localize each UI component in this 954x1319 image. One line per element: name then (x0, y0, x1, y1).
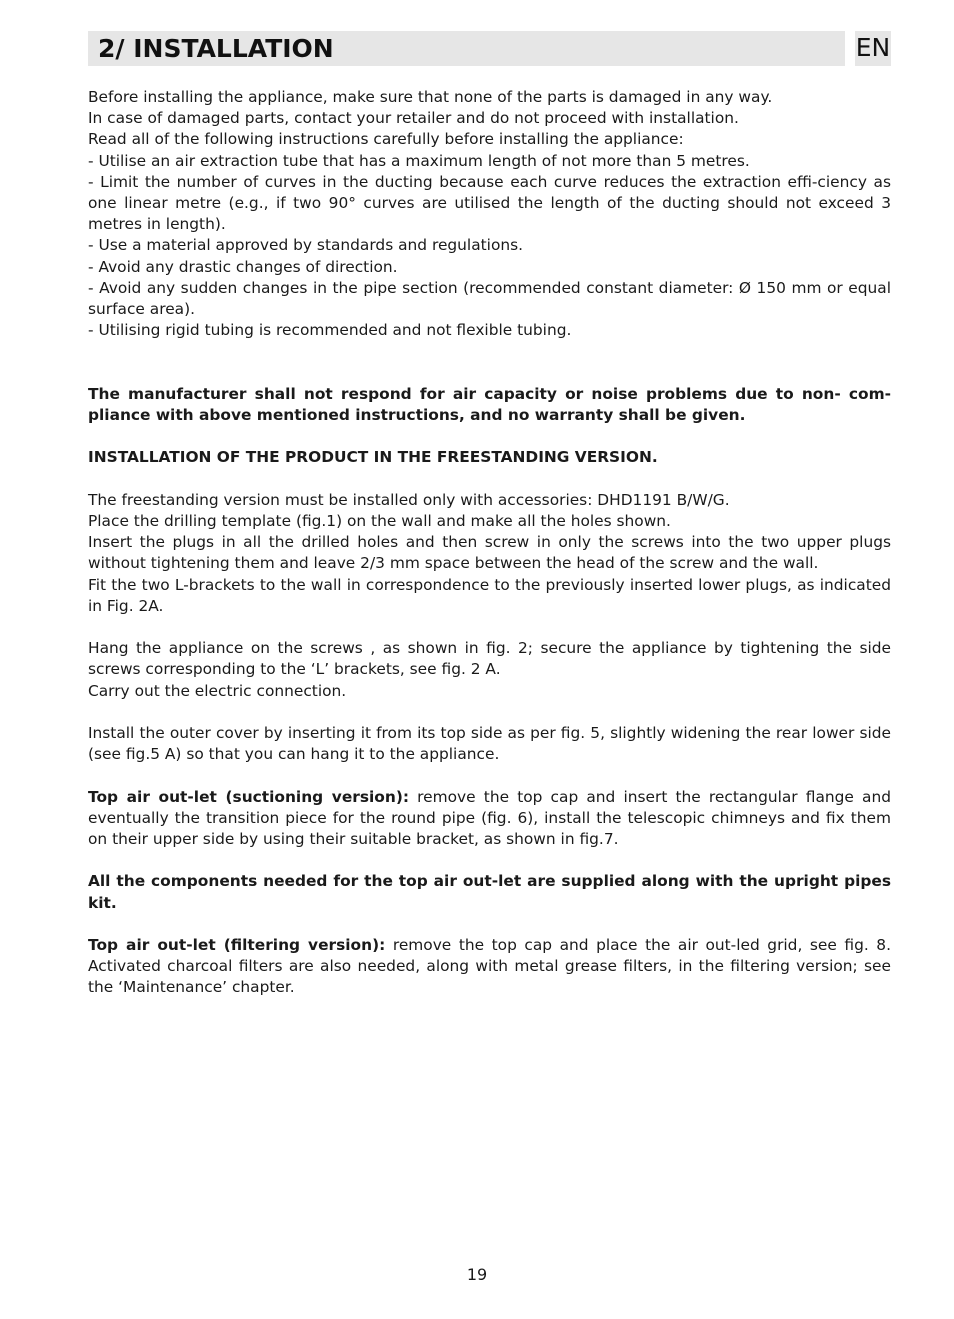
top-filtering-label: Top air out-let (filtering version): (88, 936, 386, 954)
page-title: 2/ INSTALLATION (98, 34, 334, 63)
language-code: EN (855, 33, 891, 62)
instruction-bullet: - Avoid any drastic changes of direction. (88, 257, 398, 276)
instruction-bullet: - Limit the number of curves in the ducting because each curve reduces the extraction effi-ciency as one linear metre (e.g., if two 90° curves are utilised the length of the ducting should not exceed 3 metres in length). (88, 172, 891, 234)
language-badge (855, 31, 891, 66)
intro-line: Read all of the following instructions carefully before installing the appliance: (88, 130, 684, 149)
instruction-bullet: - Utilising rigid tubing is recommended and not flexible tubing. (88, 321, 572, 340)
intro-line: Before installing the appliance, make sure that none of the parts is damaged in any way. (88, 88, 773, 106)
cover-instruction: Install the outer cover by inserting it from its top side as per fig. 5, slightly widening the rear lower side (see fig.5 A) so that you can hang it to the appliance. (88, 724, 891, 764)
instruction-bullet: - Use a material approved by standards and regulations. (88, 236, 524, 255)
freestanding-line: Fit the two L-brackets to the wall in correspondence to the previously inserted lower plugs, as indicated in Fig. 2A. (88, 575, 891, 615)
intro-line: In case of damaged parts, contact your retailer and do not proceed with installation. (88, 109, 739, 128)
components-note: All the components needed for the top air out-let are supplied along with the upright pipes kit. (88, 872, 891, 912)
freestanding-line: The freestanding version must be installed only with accessories: DHD1191 B/W/G. (88, 490, 730, 509)
instruction-bullet: - Utilise an air extraction tube that has a maximum length of not more than 5 metres. (88, 151, 750, 170)
freestanding-line: Place the drilling template (fig.1) on the wall and make all the holes shown. (88, 512, 671, 531)
warranty-warning: The manufacturer shall not respond for air capacity or noise problems due to non- com-pliance with above mentioned instructions, and no warranty shall be given. (88, 384, 891, 425)
top-suction-paragraph (88, 787, 891, 851)
section-header-bar (88, 31, 845, 66)
freestanding-heading: INSTALLATION OF THE PRODUCT IN THE FREESTANDING VERSION. (88, 448, 658, 467)
instruction-bullet: - Avoid any sudden changes in the pipe section (recommended constant diameter: Ø 150 mm or equal surface area). (88, 278, 891, 319)
top-suction-text: remove the top cap and insert the rectangular flange and eventually the transition piece for the round pipe (fig. 6), install the telescopic chimneys and fix them on their upper side by using their suitable bracket, as shown in fig.7. (88, 787, 892, 849)
electric-connection: Carry out the electric connection. (88, 681, 347, 700)
top-filtering-paragraph (88, 935, 891, 999)
top-suction-label: Top air out-let (suctioning version): (88, 787, 410, 806)
top-filtering-text: remove the top cap and place the air out-led grid, see fig. 8. Activated charcoal filters are also needed, along with metal grease filters, in the filtering version; see the ‘Maintenance’ chapter. (88, 936, 891, 997)
freestanding-line: Insert the plugs in all the drilled holes and then screw in only the screws into the two upper plugs without tightening them and leave 2/3 mm space between the head of the screw and the wall. (88, 533, 891, 573)
page-number: 19 (466, 1265, 488, 1284)
document-body (88, 87, 891, 999)
hang-instruction: Hang the appliance on the screws , as shown in fig. 2; secure the appliance by tightening the side screws corresponding to the ‘L’ brackets, see fig. 2 A. (88, 639, 891, 679)
